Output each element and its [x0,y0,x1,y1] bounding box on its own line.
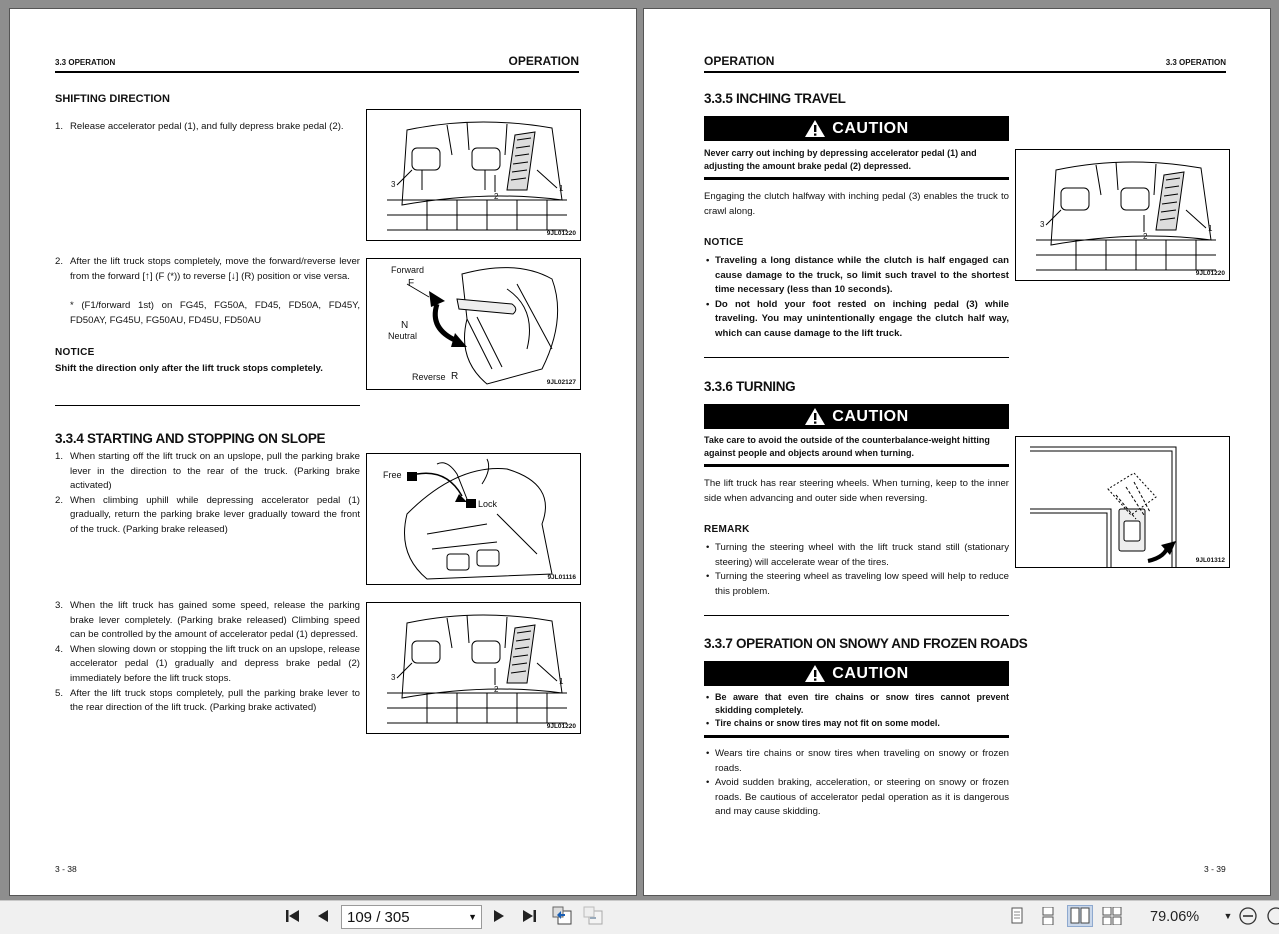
header-title: OPERATION [508,54,579,68]
turning-caution-text: Take care to avoid the outside of the counterbalance-weight hitting against people and objects around when turning. [704,435,990,458]
list-item: • Avoid sudden braking, acceleration, or steering on snowy or frozen roads. Be cautious of accelerator pedal operation as it is dangerous and may cause skidding. [704,776,1009,820]
caution-label: CAUTION [832,119,909,137]
inching-caution-text: Never carry out inching by depressing accelerator pedal (1) and adjusting the amount brake pedal (2) depressed. [704,148,977,171]
list-item: • Turning the steering wheel with the lift truck stand still (stationary steering) will accelerate wear of the tires. [704,541,1009,570]
inching-pedals-figure [1015,149,1230,281]
caution-label: CAUTION [832,664,909,682]
lever-illustration [367,259,581,390]
page-number: 3 - 39 [1204,864,1226,874]
pedals-figure [366,109,581,241]
notice-label: NOTICE [704,237,744,248]
slope-heading: 3.3.4 STARTING AND STOPPING ON SLOPE [55,431,326,446]
first-page-icon[interactable] [283,906,303,926]
label-reverse: Reverse [412,372,446,382]
caution-banner [704,661,1009,686]
go-back-icon[interactable] [550,906,574,926]
continuous-two-page-icon[interactable] [1101,906,1123,926]
snow-cautions [704,691,1009,729]
figure-id: 9JL01220 [1195,270,1225,277]
right-page [643,8,1271,896]
list-item: • Traveling a long distance while the clutch is half engaged can cause damage to the truck, so limit such travel to the shortest time necessary (less than 10 seconds). [704,254,1009,298]
page-number-input[interactable] [341,905,482,929]
label-n: N [401,320,409,331]
list-item: 2. When climbing uphill while depressing accelerator pedal (1) gradually, return the parking brake lever gradually toward the front of the truck. (Parking brake released) [55,494,360,535]
turning-text: The lift truck has rear steering wheels. When turning, keep to the inner side when advancing and outer side when reversing. [704,478,1009,504]
turning-remarks [704,541,1009,599]
warning-icon [804,407,826,426]
label-free: Free [383,470,402,480]
single-page-icon[interactable] [1007,906,1027,926]
caution-banner [704,116,1009,141]
slope-steps-a [55,450,360,538]
prev-page-icon[interactable] [313,906,333,926]
divider [704,735,1009,738]
caution-banner [704,404,1009,429]
parking-brake-figure [366,453,581,585]
page-header [704,49,1226,73]
notice-label: NOTICE [55,347,95,358]
inching-text: Engaging the clutch halfway with inching pedal (3) enables the truck to crawl along. [704,191,1009,217]
turning-figure [1015,436,1230,568]
figure-id: 9JL02127 [546,379,576,386]
list-item: 2. After the lift truck stops completely, move the forward/reverse lever from the forward [↑] (F (*)) to reverse [↓] (R) position or vise versa. [55,256,360,282]
snow-heading: 3.3.7 OPERATION ON SNOWY AND FROZEN ROADS [704,636,1028,651]
notice-text: Shift the direction only after the lift truck stops completely. [55,363,323,374]
pedals-illustration [367,110,581,241]
caution-label: CAUTION [832,407,909,425]
list-item: 4. When slowing down or stopping the lift truck on an upslope, release accelerator pedal (1) gradually and depress brake pedal (2) immediately before the lift truck stops. [55,643,360,684]
list-item: 1. Release accelerator pedal (1), and fully depress brake pedal (2). [55,121,344,132]
snow-items [704,747,1009,820]
list-item: • Wears tire chains or snow tires when traveling on snowy or frozen roads. [704,747,1009,776]
figure-id: 9JL01220 [546,723,576,730]
shift-steps-2 [55,255,360,284]
label-neutral: Neutral [388,331,418,341]
pedals-illustration [1016,150,1230,281]
remark-label: REMARK [704,524,750,535]
pedals-illustration [367,603,581,734]
zoom-dropdown-icon[interactable]: ▼ [1223,911,1233,921]
go-forward-icon[interactable] [581,906,605,926]
label-1: 1 [559,184,564,193]
chevron-down-icon[interactable]: ▼ [468,912,477,922]
label-forward: Forward [391,265,425,275]
label-3: 3 [391,673,396,682]
shift-footnote: * (F1/forward 1st) on FG45, FG50A, FD45, FD50A, FD45Y, FD50AY, FG45U, FG50AU, FD45U, FD50AU [70,300,360,326]
next-page-icon[interactable] [489,906,509,926]
divider [704,177,1009,180]
warning-icon [804,119,826,138]
label-2: 2 [494,192,499,201]
list-item: 3. When the lift truck has gained some speed, release the parking brake lever completely. (Parking brake released) Climbing speed can be controlled by the amount of accelerator pedal (1) depressed. [55,600,360,641]
zoom-in-icon[interactable] [1266,906,1279,926]
label-lock: Lock [478,499,498,509]
figure-id: 9JL01312 [1195,557,1225,564]
list-item: • Tire chains or snow tires may not fit on some model. [704,717,1009,730]
divider [704,615,1009,616]
header-section: 3.3 OPERATION [1165,58,1226,67]
last-page-icon[interactable] [519,906,539,926]
zoom-out-icon[interactable] [1237,906,1259,926]
label-3: 3 [391,180,396,189]
turning-heading: 3.3.6 TURNING [704,379,796,394]
list-item: • Turning the steering wheel as traveling low speed will help to reduce this problem. [704,570,1009,599]
inching-notices [704,254,1009,342]
shift-steps-1 [55,120,360,135]
list-item: • Do not hold your foot rested on inching pedal (3) while traveling. You may unintentionally engage the clutch half way, which can cause damage to the lift truck. [704,298,1009,342]
lever-figure [366,258,581,390]
list-item: • Be aware that even tire chains or snow tires cannot prevent skidding completely. [704,691,1009,717]
continuous-page-icon[interactable] [1038,906,1058,926]
label-2: 2 [1143,232,1148,241]
label-3: 3 [1040,220,1045,229]
header-section: 3.3 OPERATION [55,58,116,67]
inching-heading: 3.3.5 INCHING TRAVEL [704,91,846,106]
divider [55,405,360,406]
page-number-value: 109 / 305 [347,909,410,926]
zoom-level[interactable]: 79.06% [1150,909,1200,925]
divider [704,357,1009,358]
label-1: 1 [1208,224,1213,233]
page-header [55,49,579,73]
label-r: R [451,371,459,382]
warning-icon [804,664,826,683]
divider [704,464,1009,467]
header-title: OPERATION [704,54,775,68]
turning-illustration [1016,437,1230,568]
shifting-heading: SHIFTING DIRECTION [55,93,170,105]
label-1: 1 [559,677,564,686]
pedals-figure-2 [366,602,581,734]
left-page [9,8,637,896]
page-number: 3 - 38 [55,864,77,874]
slope-steps-b [55,599,360,716]
list-item: 5. After the lift truck stops completely, pull the parking brake lever to the rear direction of the lift truck. (Parking brake activated) [55,687,360,714]
list-item: 1. When starting off the lift truck on an upslope, pull the parking brake lever in the direction to the rear of the truck. (Parking brake activated) [55,451,360,492]
label-2: 2 [494,685,499,694]
figure-id: 9JL01220 [546,230,576,237]
figure-id: 9JL01116 [547,574,576,581]
two-page-icon[interactable] [1067,905,1093,927]
label-f: F [408,278,415,289]
